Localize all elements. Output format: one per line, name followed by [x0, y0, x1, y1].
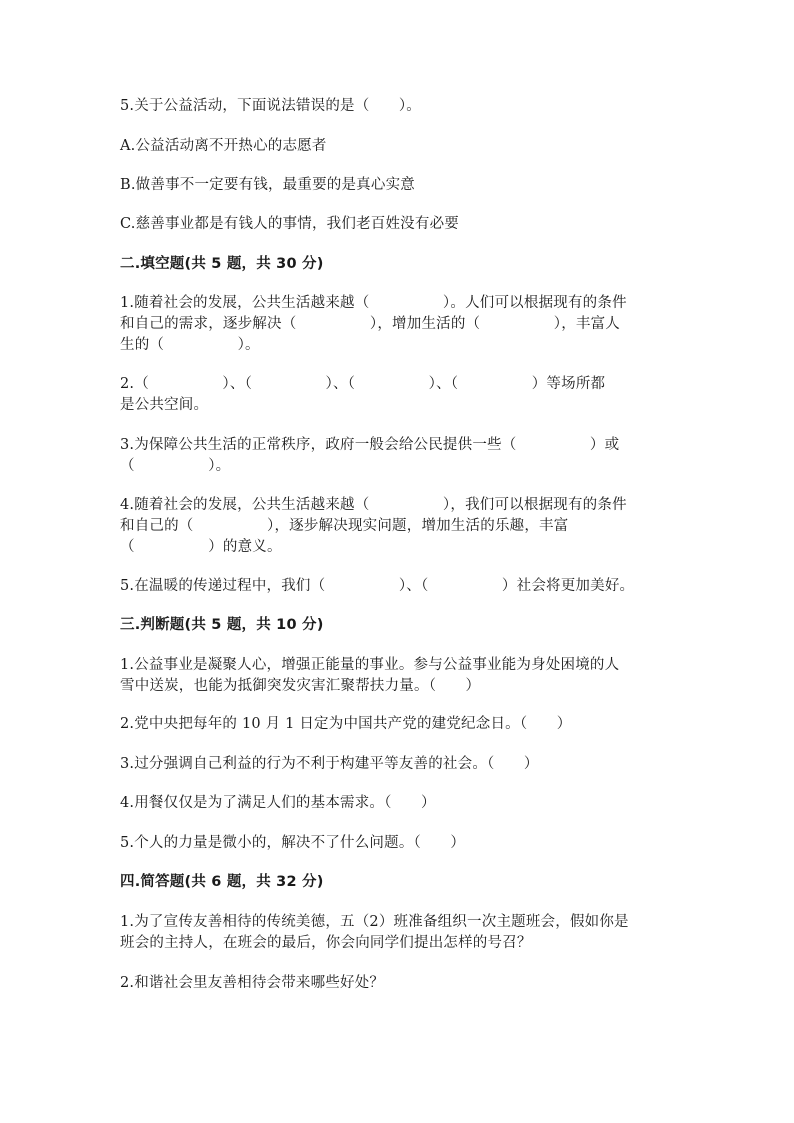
- fill-q1-line3: 生的（ ）。: [120, 337, 260, 353]
- sa-q2: 2.和谐社会里友善相待会带来哪些好处？: [120, 975, 385, 991]
- fill-q2-line2: 是公共空间。: [120, 397, 209, 413]
- fill-q2-line1: 2.（ ）、（ ）、（ ）、（ ）等场所都: [120, 376, 606, 392]
- section-true-false-title: 三.判断题(共 5 题，共 10 分): [120, 617, 324, 633]
- fill-q4-line3: （ ）的意义。: [120, 539, 282, 555]
- fill-q3-line2: （ ）。: [120, 458, 231, 474]
- fill-q1-line1: 1.随着社会的发展，公共生活越来越（ ）。人们可以根据现有的条件: [120, 295, 627, 311]
- fill-q3-line1: 3.为保障公共生活的正常秩序，政府一般会给公民提供一些（ ）或: [120, 437, 620, 453]
- option-c: C.慈善事业都是有钱人的事情，我们老百姓没有必要: [120, 216, 459, 232]
- sa-q1-line1: 1.为了宣传友善相待的传统美德，五（2）班准备组织一次主题班会，假如你是: [120, 914, 629, 930]
- section-fill-blank-title: 二.填空题(共 5 题，共 30 分): [120, 256, 324, 272]
- tf-q1-line2: 雪中送炭，也能为抵御突发灾害汇聚帮扶力量。（ ）: [120, 678, 481, 694]
- section-short-answer-title: 四.简答题(共 6 题，共 32 分): [120, 874, 324, 890]
- fill-q1-line2: 和自己的需求，逐步解决（ ），增加生活的（ ），丰富人: [120, 316, 620, 332]
- tf-q1-line1: 1.公益事业是凝聚人心，增强正能量的事业。参与公益事业能为身处困境的人: [120, 657, 620, 673]
- tf-q4: 4.用餐仅仅是为了满足人们的基本需求。（ ）: [120, 795, 436, 811]
- sa-q1-line2: 班会的主持人，在班会的最后，你会向同学们提出怎样的号召？: [120, 935, 532, 951]
- option-b: B.做善事不一定要有钱，最重要的是真心实意: [120, 177, 415, 193]
- tf-q3: 3.过分强调自己利益的行为不利于构建平等友善的社会。（ ）: [120, 756, 539, 772]
- fill-q5-line1: 5.在温暖的传递过程中，我们（ ）、（ ）社会将更加美好。: [120, 578, 635, 594]
- question-5-stem: 5.关于公益活动，下面说法错误的是（ ）。: [120, 98, 421, 114]
- tf-q2: 2.党中央把每年的 10 月 1 日定为中国共产党的建党纪念日。（ ）: [120, 716, 572, 732]
- tf-q5: 5.个人的力量是微小的，解决不了什么问题。（ ）: [120, 835, 466, 851]
- fill-q4-line1: 4.随着社会的发展，公共生活越来越（ ），我们可以根据现有的条件: [120, 497, 627, 513]
- option-a: A.公益活动离不开热心的志愿者: [120, 138, 327, 154]
- fill-q4-line2: 和自己的（ ），逐步解决现实问题，增加生活的乐趣，丰富: [120, 518, 569, 534]
